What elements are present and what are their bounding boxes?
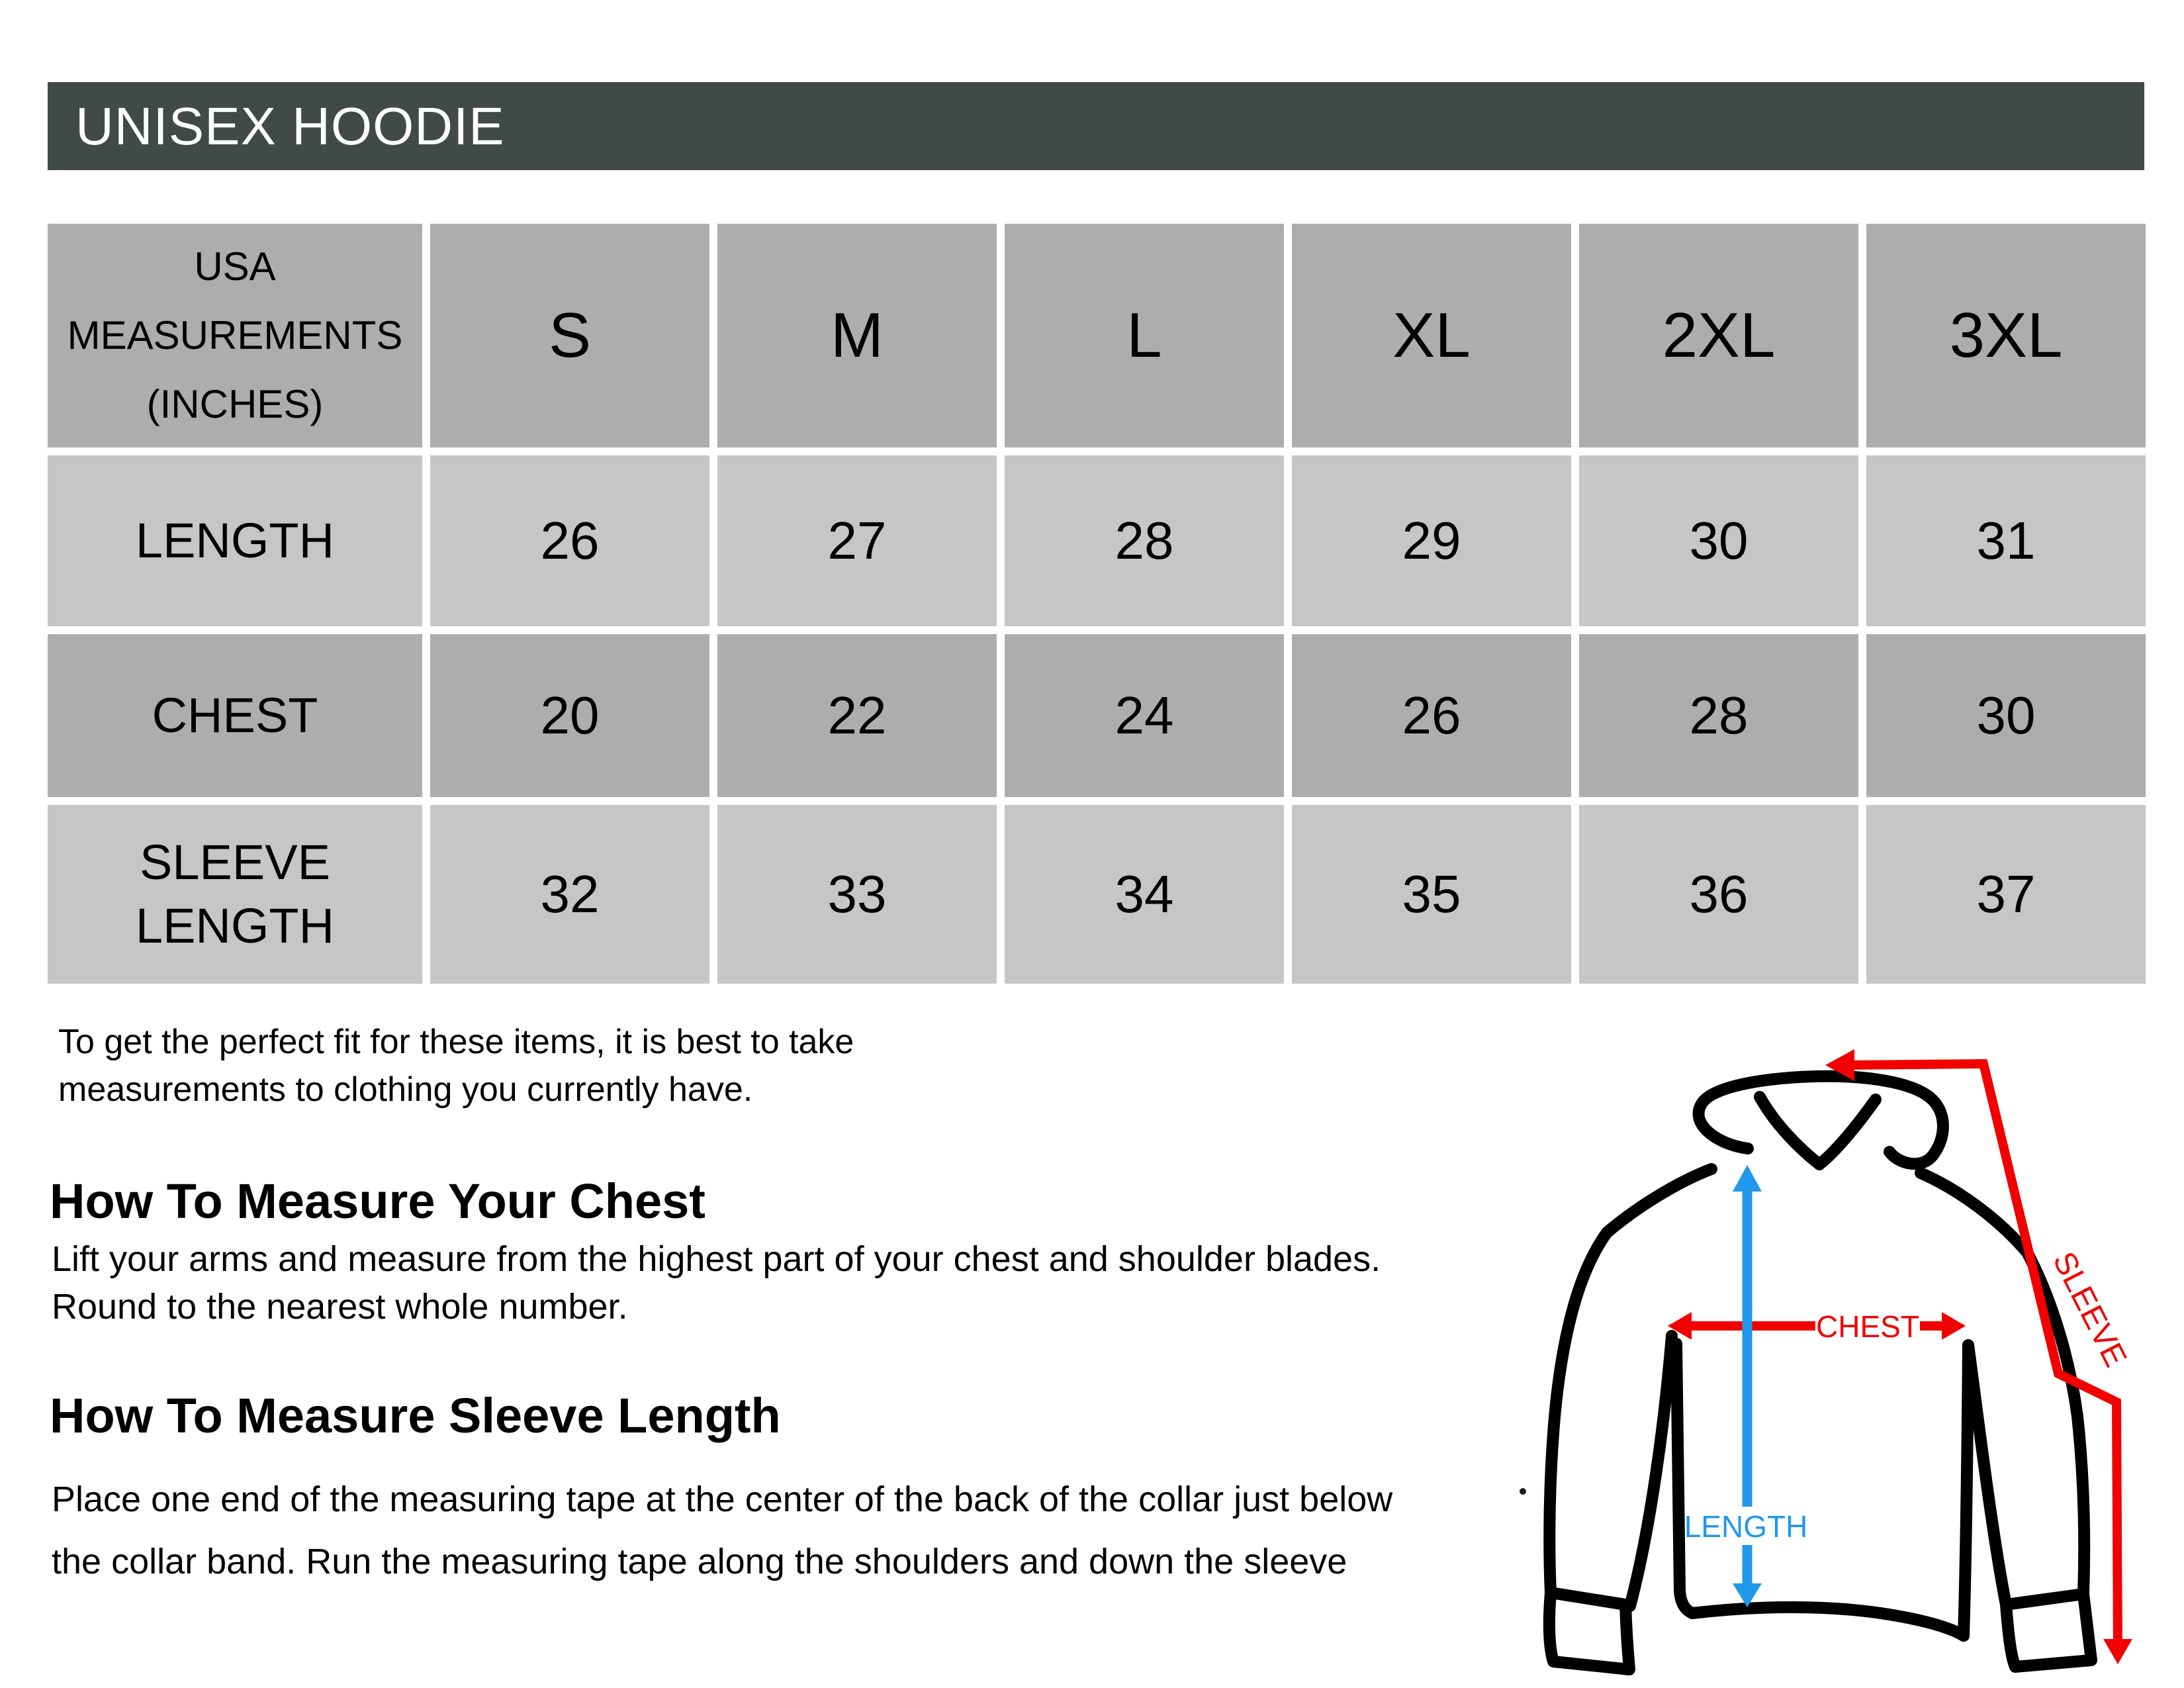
measurement-cell: 30 <box>1866 634 2146 797</box>
size-header-xl: XL <box>1292 224 1571 447</box>
corner-header-cell: USA MEASUREMENTS (INCHES) <box>48 224 422 447</box>
hoodie-hood <box>1699 1076 1943 1164</box>
hoodie-neck-v <box>1760 1097 1876 1164</box>
sleeve-label: SLEEVE <box>2046 1246 2134 1373</box>
sleeve-arrowhead-down <box>2103 1639 2132 1664</box>
length-label: LENGTH <box>1684 1509 1808 1544</box>
measurement-cell: 20 <box>430 634 709 797</box>
paragraph-line: Round to the nearest whole number. <box>52 1287 628 1327</box>
measurement-cell: 28 <box>1005 455 1284 626</box>
table-row-chest <box>48 634 2146 797</box>
section-heading-sleeve: How To Measure Sleeve Length <box>50 1388 781 1443</box>
row-label-chest: CHEST <box>48 634 422 797</box>
measurement-cell: 37 <box>1866 805 2146 984</box>
paragraph-line: Lift your arms and measure from the highest part of your chest and shoulder blades. <box>52 1239 1381 1279</box>
hoodie-hem <box>1692 1607 1964 1636</box>
paragraph-line: Place one end of the measuring tape at the center of the back of the collar just below <box>52 1479 1393 1519</box>
measurement-cell: 34 <box>1005 805 1284 984</box>
measurement-cell: 22 <box>717 634 997 797</box>
measurement-cell: 27 <box>717 455 997 626</box>
measurement-cell: 28 <box>1579 634 1858 797</box>
measurement-cell: 26 <box>430 455 709 626</box>
chest-arrowhead-right <box>1942 1312 1966 1340</box>
table-row-length <box>48 455 2146 626</box>
hoodie-right-cuff <box>2006 1594 2091 1667</box>
section-heading-chest: How To Measure Your Chest <box>50 1174 705 1229</box>
measurement-cell: 36 <box>1579 805 1858 984</box>
size-header-l: L <box>1005 224 1284 447</box>
section-paragraph-sleeve <box>52 1468 1392 1593</box>
intro-line: measurements to clothing you currently have. <box>58 1070 753 1109</box>
hoodie-left-cuff <box>1549 1593 1629 1669</box>
size-header-2xl: 2XL <box>1579 224 1858 447</box>
row-label-length: LENGTH <box>48 455 422 626</box>
table-row-sleeve-length <box>48 805 2146 984</box>
stray-dot <box>1520 1488 1526 1495</box>
length-arrow <box>1684 1165 1808 1607</box>
length-arrowhead-up <box>1733 1165 1762 1192</box>
paragraph-line: the collar band. Run the measuring tape along the shoulders and down the sleeve <box>52 1542 1347 1581</box>
hoodie-right-sleeve-inner <box>1968 1345 2006 1605</box>
hoodie-right-side <box>1964 1345 1968 1636</box>
hoodie-left-sleeve-inner <box>1630 1336 1672 1606</box>
size-header-m: M <box>717 224 997 447</box>
measurement-cell: 26 <box>1292 634 1571 797</box>
page-title: UNISEX HOODIE <box>75 96 505 156</box>
measurement-cell: 30 <box>1579 455 1858 626</box>
chest-label: CHEST <box>1816 1309 1919 1344</box>
measurement-cell: 24 <box>1005 634 1284 797</box>
hoodie-diagram <box>1456 1033 2171 1688</box>
intro-text <box>58 1018 854 1113</box>
measurement-cell: 31 <box>1866 455 2146 626</box>
table-header-row <box>48 224 2146 447</box>
hoodie-left-side <box>1676 1344 1692 1613</box>
measurement-cell: 35 <box>1292 805 1571 984</box>
size-chart-table <box>40 216 2154 992</box>
title-bar <box>48 82 2144 170</box>
measurement-cell: 33 <box>717 805 997 984</box>
size-header-s: S <box>430 224 709 447</box>
hoodie-left-shoulder <box>1607 1169 1711 1233</box>
measurement-cell: 29 <box>1292 455 1571 626</box>
hoodie-left-sleeve-outer <box>1549 1233 1607 1593</box>
size-header-3xl: 3XL <box>1866 224 2146 447</box>
intro-line: To get the perfect fit for these items, it is best to take <box>58 1023 854 1061</box>
section-paragraph-chest <box>52 1235 1381 1331</box>
chest-arrow <box>1668 1309 1966 1344</box>
measurement-cell: 32 <box>430 805 709 984</box>
row-label-sleeve-length: SLEEVE LENGTH <box>48 805 422 984</box>
